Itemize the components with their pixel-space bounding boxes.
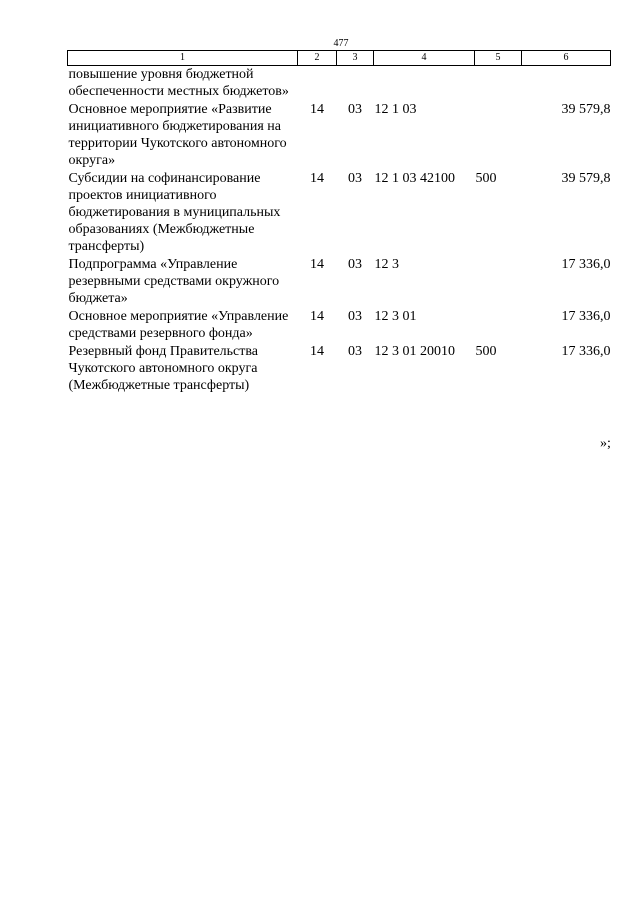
row-section: 14 xyxy=(310,257,324,272)
row-name: повышение уровня бюджетной обеспеченности местных бюджетов» xyxy=(68,67,289,99)
row-target-code: 12 1 03 42100 xyxy=(374,171,455,186)
row-amount xyxy=(522,66,611,102)
table-row xyxy=(68,170,611,256)
row-subsection: 03 xyxy=(348,102,362,117)
row-amount: 17 336,0 xyxy=(561,344,611,359)
header-col-2: 2 xyxy=(298,51,337,66)
row-target-code: 12 1 03 xyxy=(374,102,417,117)
header-col-4: 4 xyxy=(374,51,475,66)
row-subsection: 03 xyxy=(348,309,362,324)
budget-table xyxy=(67,50,611,395)
row-section: 14 xyxy=(310,102,324,117)
header-row xyxy=(68,51,611,66)
row-target-code xyxy=(374,66,475,102)
row-expense-type xyxy=(475,308,522,343)
header-col-1: 1 xyxy=(68,51,298,66)
row-target-code: 12 3 01 20010 xyxy=(374,344,455,359)
row-expense-type: 500 xyxy=(475,171,497,186)
row-subsection: 03 xyxy=(348,171,362,186)
header-col-5: 5 xyxy=(475,51,522,66)
row-section: 14 xyxy=(310,344,324,359)
header-col-3: 3 xyxy=(337,51,374,66)
table-row xyxy=(68,66,611,102)
row-subsection: 03 xyxy=(348,257,362,272)
row-name: Резервный фонд Правительства Чукотского автономного округа (Межбюджетные трансферты) xyxy=(68,344,259,393)
row-name: Основное мероприятие «Развитие инициативного бюджетирования на территории Чукотского автономного округа» xyxy=(68,102,287,168)
row-expense-type xyxy=(475,101,522,170)
row-subsection xyxy=(337,66,374,102)
row-target-code: 12 3 xyxy=(374,257,399,272)
table-body xyxy=(68,66,611,396)
table-row xyxy=(68,308,611,343)
closing-quote-mark: »; xyxy=(600,436,611,451)
row-amount: 17 336,0 xyxy=(561,309,611,324)
row-subsection: 03 xyxy=(348,344,362,359)
row-amount: 39 579,8 xyxy=(561,171,611,186)
row-expense-type xyxy=(475,256,522,308)
row-name: Основное мероприятие «Управление средствами резервного фонда» xyxy=(68,309,289,341)
row-name: Субсидии на софинансирование проектов инициативного бюджетирования в муниципальных образованиях (Межбюджетные трансферты) xyxy=(68,171,281,254)
row-target-code: 12 3 01 xyxy=(374,309,417,324)
table-row xyxy=(68,343,611,395)
row-section: 14 xyxy=(310,309,324,324)
table-row xyxy=(68,101,611,170)
row-section xyxy=(298,66,337,102)
header-col-6: 6 xyxy=(522,51,611,66)
row-name: Подпрограмма «Управление резервными средствами окружного бюджета» xyxy=(68,257,280,306)
row-section: 14 xyxy=(310,171,324,186)
page-number: 477 xyxy=(333,38,349,49)
row-amount: 17 336,0 xyxy=(561,257,611,272)
table-header xyxy=(68,51,611,66)
row-amount: 39 579,8 xyxy=(561,102,611,117)
table-row xyxy=(68,256,611,308)
row-expense-type xyxy=(475,66,522,102)
row-expense-type: 500 xyxy=(475,344,497,359)
